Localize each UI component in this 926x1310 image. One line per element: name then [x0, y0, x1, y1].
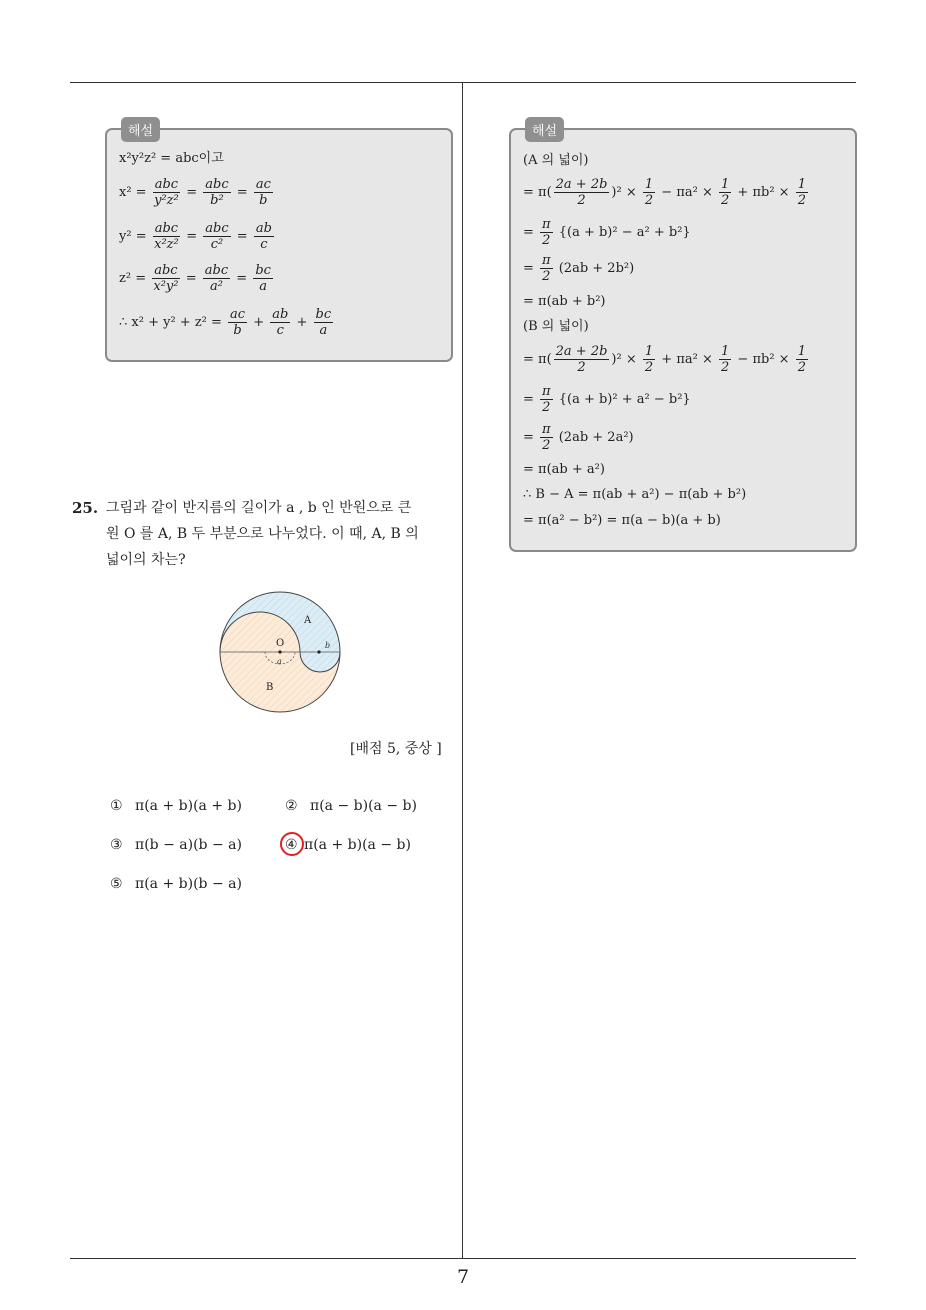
- fraction: $\frac{\text{abc}}{\text{y²z²}}$: [154, 177, 179, 208]
- label-radius-a: a: [277, 657, 282, 666]
- solution-line: [523, 463, 605, 476]
- fraction: $\frac{bc}{a}$: [255, 263, 271, 294]
- solution-line: [119, 222, 276, 251]
- choice-marker: ①: [110, 798, 123, 814]
- choice-text: π(a + b)(a − b): [304, 837, 411, 853]
- fraction: $\frac{\pi}{2}$: [542, 253, 551, 284]
- choice-text: π(a + b)(b − a): [135, 876, 242, 892]
- fraction: $\frac{1}{2}$: [721, 344, 730, 375]
- fraction: $\frac{\text{abc}}{\text{c²}}$: [205, 221, 229, 252]
- question-text-line: 넓이의 차는?: [106, 552, 186, 568]
- equation-text: z² =: [119, 271, 147, 286]
- fraction: $\frac{\pi}{2}$: [542, 384, 551, 415]
- equation-text: ∴ x² + y² + z² =: [119, 315, 222, 330]
- equation-text: )² ×: [611, 185, 637, 200]
- equation-text: (2ab + 2a²): [558, 430, 634, 445]
- equation-text: = π(: [523, 185, 552, 200]
- choice-text: π(a + b)(a + b): [135, 798, 242, 814]
- choice-marker: ③: [110, 837, 123, 853]
- choice-marker: ④: [285, 837, 298, 853]
- fraction: $\frac{1}{2}$: [644, 344, 654, 375]
- left-solution-box: [105, 124, 453, 362]
- equation-text: + πb² ×: [737, 185, 790, 200]
- equation-text: =: [236, 229, 248, 244]
- bottom-rule: [70, 1258, 856, 1259]
- choice-marker: ⑤: [110, 876, 123, 892]
- equation-text: )² ×: [611, 352, 637, 367]
- solution-line: [523, 254, 634, 283]
- equation-text: = π(ab + b²): [523, 294, 606, 309]
- equation-text: y² =: [119, 229, 147, 244]
- solution-line: [523, 320, 589, 333]
- choice-1[interactable]: [110, 798, 242, 814]
- solution-line: [523, 218, 691, 247]
- choice-2[interactable]: [285, 798, 417, 814]
- equation-text: +: [253, 315, 265, 330]
- solution-line: [523, 345, 810, 374]
- top-rule: [70, 82, 856, 83]
- equation-text: =: [185, 271, 197, 286]
- circle-figure: [218, 590, 342, 714]
- fraction: $\frac{1}{2}$: [644, 177, 654, 208]
- solution-line: [523, 178, 810, 207]
- equation-text: (2ab + 2b²): [558, 261, 635, 276]
- equation-text: =: [523, 392, 534, 407]
- fraction: $\frac{ac}{b}$: [230, 307, 246, 338]
- equation-text: x² =: [119, 185, 147, 200]
- solution-line: [119, 178, 275, 207]
- fraction: $\frac{ab}{c}$: [272, 307, 289, 338]
- equation-text: =: [236, 185, 248, 200]
- equation-text: {(a + b)² − a² + b²}: [558, 225, 691, 240]
- solution-tag: 해설: [121, 117, 160, 142]
- label-b-region: B: [266, 682, 274, 693]
- question-text-line: 원 O 를 A, B 두 부분으로 나누었다. 이 때, A, B 의: [106, 526, 419, 542]
- solution-tag: 해설: [525, 117, 564, 142]
- column-divider: [462, 83, 463, 1258]
- fraction: $\frac{1}{2}$: [721, 177, 730, 208]
- score-label: [배점 5, 중상 ]: [350, 741, 442, 757]
- solution-line: [523, 154, 588, 167]
- fraction: $\frac{\pi}{2}$: [542, 217, 551, 248]
- solution-line: [523, 514, 721, 527]
- fraction: $\frac{\pi}{2}$: [542, 422, 551, 453]
- label-o: O: [276, 638, 285, 649]
- equation-text: = π(a² − b²) = π(a − b)(a + b): [523, 513, 721, 528]
- fraction: $\frac{2a + 2b}{2}$: [555, 344, 608, 375]
- solution-line: [523, 423, 634, 452]
- equation-text: =: [186, 185, 198, 200]
- equation-text: + πa² ×: [661, 352, 713, 367]
- question-number: 25.: [72, 499, 99, 517]
- equation-text: − πa² ×: [661, 185, 713, 200]
- solution-line: [119, 264, 275, 293]
- section-heading: (B 의 넓이): [523, 319, 589, 334]
- equation-text: =: [236, 271, 248, 286]
- section-heading: (A 의 넓이): [523, 153, 589, 168]
- choice-marker: ②: [285, 798, 298, 814]
- equation-text: =: [523, 430, 534, 445]
- solution-line: [119, 308, 335, 337]
- fraction: $\frac{\text{abc}}{\text{b²}}$: [205, 177, 229, 208]
- choice-5[interactable]: [110, 876, 242, 892]
- solution-line: [523, 385, 691, 414]
- label-radius-b: b: [325, 641, 331, 650]
- equation-text: x²y²z² = abc이고: [119, 151, 224, 166]
- choice-4[interactable]: [285, 837, 411, 853]
- fraction: $\frac{1}{2}$: [797, 177, 806, 208]
- fraction: $\frac{1}{2}$: [797, 344, 806, 375]
- fraction: $\frac{ab}{c}$: [255, 221, 272, 252]
- fraction: $\frac{\text{abc}}{\text{x²y²}}$: [153, 263, 179, 294]
- fraction: $\frac{2a + 2b}{2}$: [555, 177, 608, 208]
- equation-text: {(a + b)² + a² − b²}: [558, 392, 691, 407]
- equation-text: =: [523, 225, 534, 240]
- choice-3[interactable]: [110, 837, 242, 853]
- label-a-region: A: [304, 615, 312, 626]
- solution-line: [523, 488, 746, 501]
- equation-text: =: [186, 229, 198, 244]
- solution-line: [523, 295, 605, 308]
- fraction: $\frac{bc}{a}$: [315, 307, 332, 338]
- equation-text: = π(: [523, 352, 552, 367]
- solution-line: [119, 152, 224, 165]
- equation-text: = π(ab + a²): [523, 462, 605, 477]
- page-number: 7: [456, 1266, 470, 1288]
- equation-text: ∴ B − A = π(ab + a²) − π(ab + b²): [523, 487, 747, 502]
- question-text-line: 그림과 같이 반지름의 길이가 a , b 인 반원으로 큰: [106, 500, 412, 516]
- choice-text: π(b − a)(b − a): [135, 837, 242, 853]
- equation-text: − πb² ×: [737, 352, 790, 367]
- fraction: $\frac{ac}{b}$: [255, 177, 271, 208]
- choice-text: π(a − b)(a − b): [310, 798, 417, 814]
- fraction: $\frac{\text{abc}}{\text{a²}}$: [204, 263, 229, 294]
- equation-text: =: [523, 261, 534, 276]
- fraction: $\frac{\text{abc}}{\text{x²z²}}$: [154, 221, 179, 252]
- equation-text: +: [296, 315, 308, 330]
- right-solution-box: [509, 124, 857, 552]
